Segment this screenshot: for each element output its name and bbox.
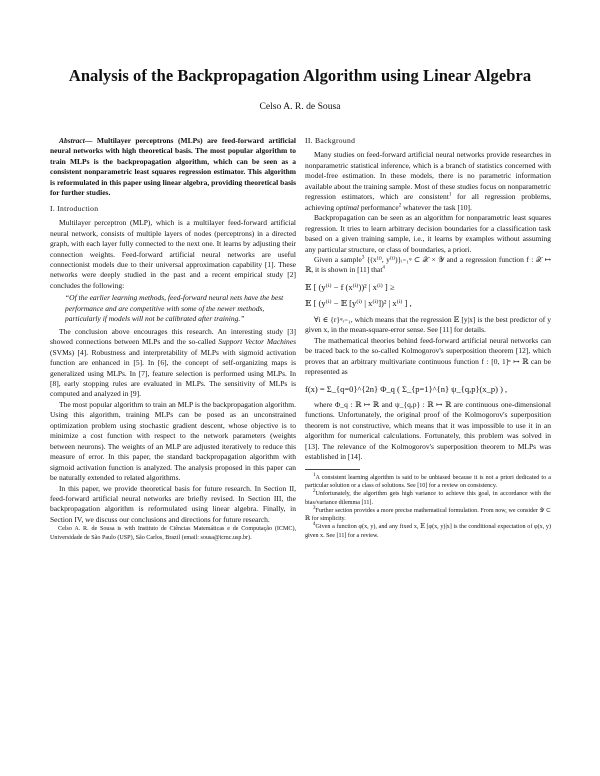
background-paragraph-5: The mathematical theories behind feed-forward artificial neural networks can be traced back to the so-called Kolmogorov's superposition theorem [12], which proves that an arbitrary multivariate continuous function f : [0, 1]ⁿ ↦ ℝ can be represented as: [305, 335, 551, 377]
abstract-text: — Multilayer perceptrons (MLPs) are feed-forward artificial neural networks with high theoretical basis. The most popular algorithm to train MLPs is the backpropagation algorithm, which can be seen as a consistent nonparametric least squares regression estimator. This algorithm is reformulated in this paper using linear algebra, providing theoretical basis for further studies.: [50, 136, 296, 198]
author-affiliation: Celso A. R. de Sousa is with Instituto de Ciências Matemáticas e de Computação (ICMC), Universidade de São Paulo (USP), São Carlos, Brazil (email: sousa@icmc.usp.br).: [50, 526, 296, 541]
background-paragraph-4: ∀i ∈ {r}ᵠᵣ₌₁, which means that the regression 𝔼 [y|x] is the best predictor of y given x, in the mean-square-error sense. See [11] for details.: [305, 314, 551, 335]
intro-paragraph-3: The most popular algorithm to train an MLP is the backpropagation algorithm. Using this algorithm, training MLPs can be posed as an unconstrained optimization problem using stochastic gradient descent, whose objective is to minimize a cost function with respect to the network parameters (weights between neurons). The weights of an MLP are adjusted iteratively to reduce this measure of error. In this paper, the standard backpropagation algorithm with sigmoid activation function is analyzed. The analysis proposed in this paper can be naturally extended to related algorithms.: [50, 399, 296, 483]
abstract: [50, 136, 296, 199]
footnote-2: $^2$Unfortunately, the algorithm gets high variance to achieve this goal, in accordance with the bias/variance dilemma [11].: [305, 489, 551, 506]
intro-quote: “Of the earlier learning methods, feed-forward neural nets have the best performance and are competitive with some of the newer methods, particularly if models will not be calibrated after training.”: [65, 293, 284, 324]
equation-2: f(x) = Σ_{q=0}^{2n} Φ_q ( Σ_{p=1}^{n} ψ_{q,p}(x_p) ) ,: [305, 383, 508, 394]
footnote-1: $^1$A consistent learning algorithm is said to be unbiased because it is not a priori dedicated to a particular solution or a class of solutions. See [10] for a review on consistency.: [305, 472, 551, 489]
background-paragraph-6: where Φ_q : ℝ ↦ ℝ and ψ_{q,p} : ℝ ↦ ℝ are continuous one-dimensional functions. Unfortunately, the original proof of the Kolmogorov's superposition theorem is not constructive, which means that it was impossible to use it in an algorithm for numerical calculations. Fortunately, this problem was solved in [13]. The relevance of the Kolmogorov's superposition theorem to MLPs was established in [14].: [305, 399, 551, 462]
background-paragraph-2: Backpropagation can be seen as an algorithm for nonparametric least squares regression. It tries to learn arbitrary decision boundaries for a classification task based on a given training sample, i.e., it learns by examples without assuming any particular structure, or class of boundaries, a priori.: [305, 213, 551, 254]
background-paragraph-3: Given a sample$^3$ {(x⁽ⁱ⁾, y⁽ⁱ⁾)}ᵢ₌₁ᵠ ⊂ 𝒳 × 𝒴 and a regression function f : 𝒳 ↦ ℝ, it is shown in [11] that$^4$: [305, 254, 552, 275]
intro-paragraph-1: Multilayer perceptron (MLP), which is a multilayer feed-forward artificial neural network, consists of multiple layers of nodes (perceptrons) in a directed graph, with each layer fully connected to the next one. It learns by adjusting their connection weights. Feed-forward artificial neural networks are useful connectionist models due to their universal approximation capability [1]. These networks were deeply studied in the past and a recent empirical study [2] concludes the following:: [50, 218, 296, 290]
equation-1-line-1: 𝔼 [ (y⁽ⁱ⁾ − f (x⁽ⁱ⁾))² | x⁽ⁱ⁾ ] ≥: [305, 281, 395, 292]
paper-title: Analysis of the Backpropagation Algorithm using Linear Algebra: [68, 66, 532, 85]
author-name: Celso A. R. de Sousa: [259, 101, 341, 112]
abstract-label: Abstract: [59, 136, 85, 145]
footnote-4: $^4$Given a function φ(x, y), and any fixed x, 𝔼 [φ(x, y)|x] is the conditional expectation of φ(x, y) given x. See [11] for a review.: [305, 522, 551, 539]
left-column: [50, 136, 296, 542]
footnote-3: $^3$Further section provides a more precise mathematical formulation. From now, we consider 𝒴 ⊂ ℝ for simplicity.: [305, 505, 551, 523]
footnote-divider: [305, 469, 360, 470]
section-heading-introduction: I. Introduction: [50, 203, 99, 213]
section-heading-background: II. Background: [305, 136, 356, 145]
intro-paragraph-4: In this paper, we provide theoretical basis for future research. In Section II, feed-forward artificial neural networks are briefly revised. In Section III, the backpropagation algorithm is reformulated using linear algebra. Finally, in Section IV, we discuss our conclusions and directions for future research.: [50, 483, 296, 524]
equation-1-line-2: 𝔼 [ (y⁽ⁱ⁾ − 𝔼 [y⁽ⁱ⁾ | x⁽ⁱ⁾])² | x⁽ⁱ⁾ ] ,: [305, 298, 412, 309]
right-column: [305, 136, 551, 540]
background-paragraph-1: Many studies on feed-forward artificial neural networks provide researches in nonparametric statistical inference, which is a branch of statistics concerned with model-free estimation. In these models, there is no parametric information available about the training sample. Most of these studies focus on nonparametric regression estimators, which are consistent$^1$ for all regression problems, achieving optimal performance$^2$ whatever the task [10].: [305, 150, 551, 212]
intro-paragraph-2: The conclusion above encourages this research. An interesting study [3] showed connections between MLPs and the so-called Support Vector Machines (SVMs) [4]. Robustness and interpretability of MLPs with sigmoid activation function are enhanced in [5]. In [6], the concept of self-organizing maps is generalized using MLPs. In [7], feature selection is performed using MLPs. In [8], early stopping rules are evaluated in MLPs. The sensitivity of MLPs is computed and analyzed in [9].: [50, 326, 297, 399]
